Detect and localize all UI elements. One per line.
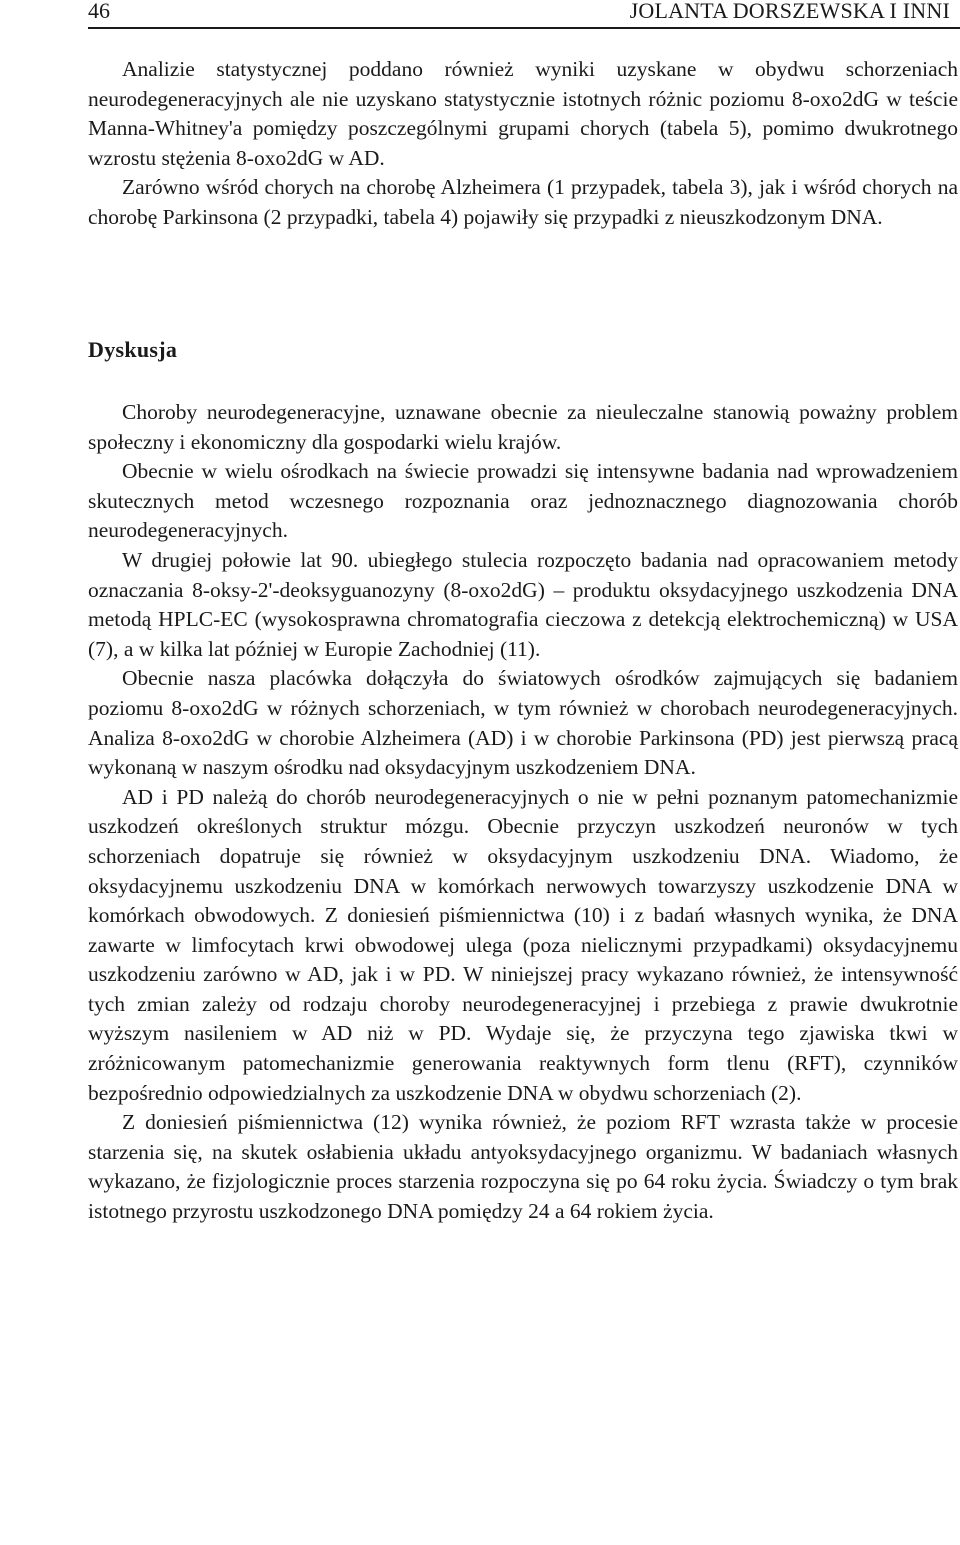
page-header xyxy=(88,0,950,22)
section-heading: Dyskusja xyxy=(88,337,178,362)
paragraph: AD i PD należą do chorób neurodegeneracyjnych o nie w pełni poznanym patomechanizmie uszkodzeń określonych struktur mózgu. Obecnie przyczyn uszkodzeń neuronów w tych schorzeniach dopatruje się również w oksydacyjnym uszkodzeniu DNA. Wiadomo, że oksydacyjnemu uszkodzeniu DNA w komórkach nerwowych towarzyszy uszkodzenie DNA w komórkach obwodowych. Z doniesień piśmiennictwa (10) i z badań własnych wynika, że DNA zawarte w limfocytach krwi obwodowej ulega (poza nielicznymi przypadkami) oksydacyjnemu uszkodzeniu zarówno w AD, jak i w PD. W niniejszej pracy wykazano również, że intensywność tych zmian zależy od rodzaju choroby neurodegeneracyjnej i przebiega z prawie dwukrotnie wyższym nasileniem w AD niż w PD. Wydaje się, że przyczyna tego zjawiska tkwi w zróżnicowanym patomechanizmie generowania reaktywnych form tlenu (RFT), czynników bezpośrednio odpowiedzialnych za uszkodzenie DNA w obydwu schorzeniach (2). xyxy=(88,784,958,1105)
header-rule xyxy=(88,27,960,29)
paragraph: Obecnie nasza placówka dołączyła do światowych ośrodków zajmujących się badaniem poziomu 8-oxo2dG w różnych schorzeniach, w tym również w chorobach neurodegeneracyjnych. Analiza 8-oxo2dG w chorobie Alzheimera (AD) i w chorobie Parkinsona (PD) jest pierwszą pracą wykonaną w naszym ośrodku nad oksydacyjnym uszkodzeniem DNA. xyxy=(88,666,958,780)
paragraph: Obecnie w wielu ośrodkach na świecie prowadzi się intensywne badania nad wprowadzeniem skutecznych metod wczesnego rozpoznania oraz jednoznacznego diagnozowania chorób neurodegeneracyjnych. xyxy=(88,459,958,543)
results-text xyxy=(88,55,958,233)
paragraph: Analizie statystycznej poddano również wyniki uzyskane w obydwu schorzeniach neurodegeneracyjnych ale nie uzyskano statystycznie istotnych różnic poziomu 8-oxo2dG w teście Manna-Whitney'a pomiędzy poszczególnymi grupami chorych (tabela 5), pomimo dwukrotnego wzrostu stężenia 8-oxo2dG w AD. xyxy=(88,57,958,170)
running-title: JOLANTA DORSZEWSKA I INNI xyxy=(629,0,950,23)
paragraph: Choroby neurodegeneracyjne, uznawane obecnie za nieuleczalne stanowią poważny problem społeczny i ekonomiczny dla gospodarki wielu krajów. xyxy=(88,400,958,454)
paragraph: W drugiej połowie lat 90. ubiegłego stulecia rozpoczęto badania nad opracowaniem metody oznaczania 8-oksy-2'-deoksyguanozyny (8-oxo2dG) – produktu oksydacyjnego uszkodzenia DNA metodą HPLC-EC (wysokosprawna chromatografia cieczowa z detekcją elektrochemiczną) w USA (7), a w kilka lat później w Europie Zachodniej (11). xyxy=(88,547,958,661)
paragraph: Z doniesień piśmiennictwa (12) wynika również, że poziom RFT wzrasta także w procesie starzenia się, na skutek osłabienia układu antyoksydacyjnego organizmu. W badaniach własnych wykazano, że fizjologicznie proces starzenia rozpoczyna się po 64 roku życia. Świadczy o tym brak istotnego przyrostu uszkodzonego DNA pomiędzy 24 a 64 rokiem życia. xyxy=(88,1110,958,1224)
discussion-text xyxy=(88,398,958,1227)
paragraph: Zarówno wśród chorych na chorobę Alzheimera (1 przypadek, tabela 3), jak i wśród chorych na chorobę Parkinsona (2 przypadki, tabela 4) pojawiły się przypadki z nieuszkodzonym DNA. xyxy=(88,175,958,229)
page-number: 46 xyxy=(88,0,110,23)
